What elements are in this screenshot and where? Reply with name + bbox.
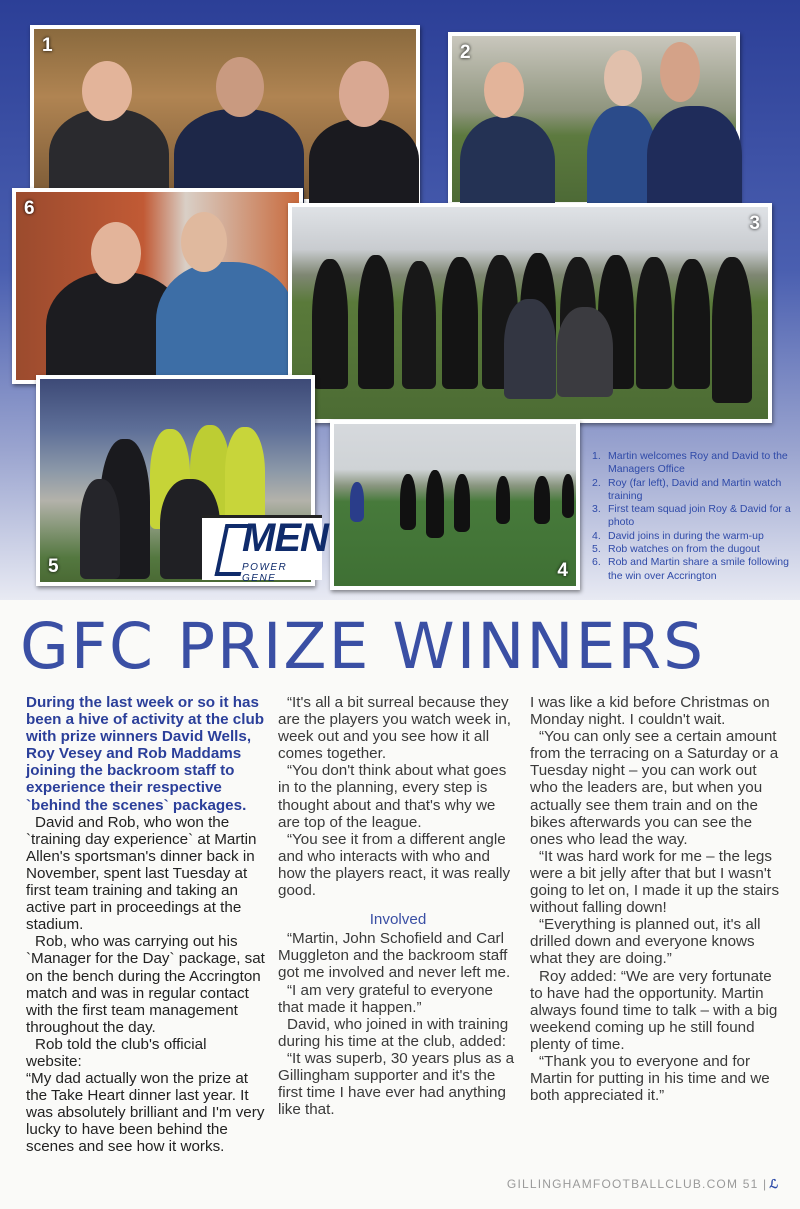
paragraph: David and Rob, who won the `training day experience` at Martin Allen's sportsman's dinner back in November, spent last Tuesday at first team training and taking an active part in proceedings at the stadium. xyxy=(26,813,257,934)
caption-item: 3. First team squad join Roy & David for a photo xyxy=(592,503,791,529)
caption-item: 6. Rob and Martin share a smile following the win over Accrington xyxy=(592,556,789,582)
caption-item: 5. Rob watches on from the dugout xyxy=(592,543,760,556)
photo-dugout xyxy=(36,375,328,586)
footer-website: GILLINGHAMFOOTBALLCLUB.COM xyxy=(506,1177,739,1191)
club-logo-icon: ℒ xyxy=(769,1177,778,1191)
paragraph: “Thank you to everyone and for Martin for putting in his time and we both appreciated it.” xyxy=(530,1052,770,1105)
paragraph: Rob, who was carrying out his `Manager for the Day` package, sat on the bench during the Accrington match and was in regular contact with the first team management throughout the day. xyxy=(26,933,265,1036)
paragraph: I was like a kid before Christmas on Monday night. I couldn't wait. xyxy=(530,694,770,729)
paragraph: Roy added: “We are very fortunate to have had the opportunity. Martin always found time to talk – with a big weekend coming up he still found plenty of time. xyxy=(530,967,778,1053)
sign-line2: POWER GENE xyxy=(242,562,288,584)
paragraph: David, who joined in with training during his time at the club, added: xyxy=(278,1015,509,1050)
article-body xyxy=(0,694,800,1174)
photo-first-team-squad xyxy=(288,203,772,423)
photo-captions xyxy=(592,450,797,583)
page-number: 51 xyxy=(742,1177,759,1191)
photo-shared-smile xyxy=(12,188,303,384)
paragraph: “You can only see a certain amount from the terracing on a Saturday or a Tuesday night – you can work out who the leaders are, but when you actually see them train and on the bikes afterwards you can see the ones who lead the way. xyxy=(530,728,779,848)
paragraph: “You don't think about what goes in to the planning, every step is thought about and that's why we are top of the league. xyxy=(278,762,507,831)
subheading: Involved xyxy=(369,911,427,929)
paragraph: “I am very grateful to everyone that made it happen.” xyxy=(278,981,493,1016)
article-column-3 xyxy=(530,694,785,1104)
sign-line1: MEN xyxy=(242,516,328,560)
paragraph: “My dad actually won the prize at the Take Heart dinner last year. It was absolutely brilliant and I'm very lucky to have been behind the scenes and see how it works. xyxy=(26,1070,265,1156)
photo-number: 1 xyxy=(42,35,53,56)
page-footer: GILLINGHAMFOOTBALLCLUB.COM 51 | ℒ xyxy=(506,1177,778,1191)
photo-number: 3 xyxy=(749,213,760,234)
photo-number: 6 xyxy=(24,198,35,219)
article-lead: During the last week or so it has been a hive of activity at the club with prize winners David Wells, Roy Vesey and Rob Maddams joining the backroom staff to experience their respective `behind the scenes` packages. xyxy=(26,694,265,814)
photo-warm-up xyxy=(330,420,580,590)
caption-item: 1. Martin welcomes Roy and David to the Managers Office xyxy=(592,450,788,476)
stadium-sign xyxy=(202,515,328,584)
paragraph: “You see it from a different angle and who interacts with who and how the players react, it was really good. xyxy=(278,830,511,900)
caption-item: 4. David joins in during the warm-up xyxy=(592,529,764,542)
caption-item: 2. Roy (far left), David and Martin watch training xyxy=(592,476,782,502)
photo-number: 4 xyxy=(557,560,568,581)
paragraph: “It was hard work for me – the legs were a bit jelly after that but I wasn't going to let on, I made it up the stairs without falling down! xyxy=(530,847,780,917)
photo-number: 5 xyxy=(48,556,59,577)
paragraph: “It's all a bit surreal because they are the players you watch week in, week out and you see how it all comes together. xyxy=(278,694,511,763)
article-column-2 xyxy=(278,694,518,1118)
paragraph: “Everything is planned out, it's all drilled down and everyone knows what they are doing.” xyxy=(530,916,761,968)
paragraph: Rob told the club's official website: xyxy=(26,1035,207,1070)
paragraph: “Martin, John Schofield and Carl Muggleton and the backroom staff got me involved and never left me. xyxy=(278,930,511,982)
article-headline: GFC PRIZE WINNERS xyxy=(20,610,706,683)
paragraph: “It was superb, 30 years plus as a Gillingham supporter and it's the first time I have ever had anything like that. xyxy=(278,1049,515,1119)
photo-watch-training xyxy=(448,32,740,206)
photo-number: 2 xyxy=(460,42,471,63)
photo-managers-office xyxy=(30,25,420,203)
article-column-1 xyxy=(26,694,266,1156)
